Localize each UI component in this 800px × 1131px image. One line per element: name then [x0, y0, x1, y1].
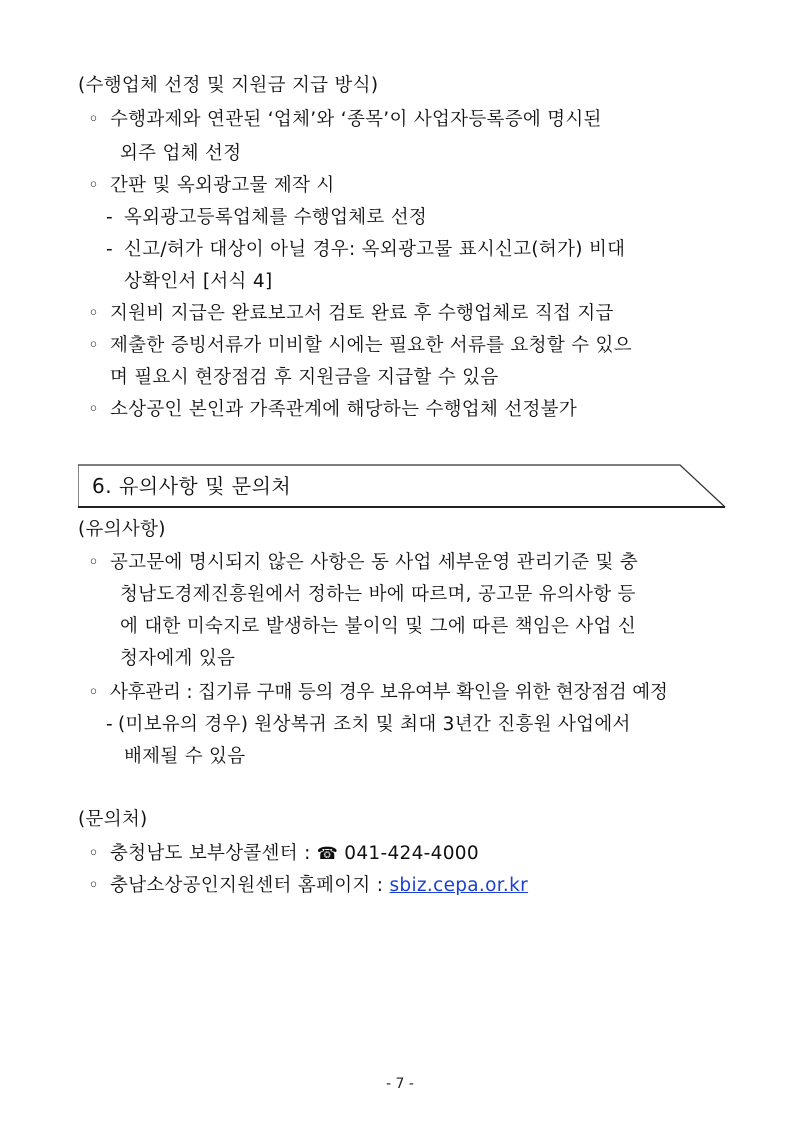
item-text: 며 필요시 현장점검 후 지원금을 지급할 수 있음 — [110, 367, 499, 388]
item-text: 옥외광고등록업체를 수행업체로 선정 — [124, 207, 428, 228]
bullet: ◦ — [88, 552, 99, 573]
contact-phone[interactable]: 041-424-4000 — [344, 843, 479, 864]
note-text: 사후관리 : 집기류 구매 등의 경우 보유여부 확인을 위한 현장점검 예정 — [110, 682, 668, 703]
note-text: 에 대한 미숙지로 발생하는 불이익 및 그에 따른 책임은 사업 신 — [120, 616, 637, 637]
contact-phone-label: 충청남도 보부상콜센터 : — [110, 843, 311, 864]
dash-bullet: - — [106, 714, 113, 735]
note-text: 청남도경제진흥원에서 정하는 바에 따르며, 공고문 유의사항 등 — [120, 584, 636, 605]
bullet: ◦ — [88, 335, 99, 356]
contact-web-label: 충남소상공인지원센터 홈페이지 : — [110, 875, 384, 896]
bullet: ◦ — [88, 399, 99, 420]
dash-bullet: - — [106, 239, 113, 260]
item-text: 외주 업체 선정 — [120, 143, 242, 164]
bullet: ◦ — [88, 682, 99, 703]
note-text: 배제될 수 있음 — [124, 746, 246, 767]
item-text: 상확인서 [서식 4] — [124, 271, 273, 292]
section-heading-box — [78, 464, 726, 508]
notes-title: (유의사항) — [78, 519, 166, 540]
bullet: ◦ — [88, 303, 99, 324]
item-text: 신고/허가 대상이 아닐 경우: 옥외광고물 표시신고(허가) 비대 — [124, 239, 626, 260]
contact-phone-row — [110, 840, 479, 868]
item-text: 간판 및 옥외광고물 제작 시 — [110, 175, 335, 196]
bullet: ◦ — [88, 175, 99, 196]
homepage-link[interactable]: sbiz.cepa.or.kr — [389, 875, 529, 896]
item-text: 지원비 지급은 완료보고서 검토 완료 후 수행업체로 직접 지급 — [110, 303, 614, 324]
page-number: - 7 - — [386, 1076, 414, 1092]
bullet: ◦ — [88, 875, 99, 896]
phone-icon: ☎ — [316, 844, 339, 864]
bullet: ◦ — [88, 843, 99, 864]
section-heading: 6. 유의사항 및 문의처 — [92, 474, 292, 498]
dash-bullet: - — [106, 207, 113, 228]
item-text: 제출한 증빙서류가 미비할 시에는 필요한 서류를 요청할 수 있으 — [110, 335, 632, 356]
bullet: ◦ — [88, 109, 99, 130]
note-text: (미보유의 경우) 원상복귀 조치 및 최대 3년간 진흥원 사업에서 — [118, 714, 631, 735]
section-title-vendor: (수행업체 선정 및 지원금 지급 방식) — [78, 75, 379, 96]
note-text: 청자에게 있음 — [120, 648, 236, 669]
contact-web-row — [110, 872, 528, 900]
note-text: 공고문에 명시되지 않은 사항은 동 사업 세부운영 관리기준 및 충 — [110, 552, 639, 573]
item-text: 소상공인 본인과 가족관계에 해당하는 수행업체 선정불가 — [110, 399, 578, 420]
contact-title: (문의처) — [78, 809, 148, 830]
item-text: 수행과제와 연관된 ‘업체’와 ‘종목’이 사업자등록증에 명시된 — [110, 109, 602, 130]
